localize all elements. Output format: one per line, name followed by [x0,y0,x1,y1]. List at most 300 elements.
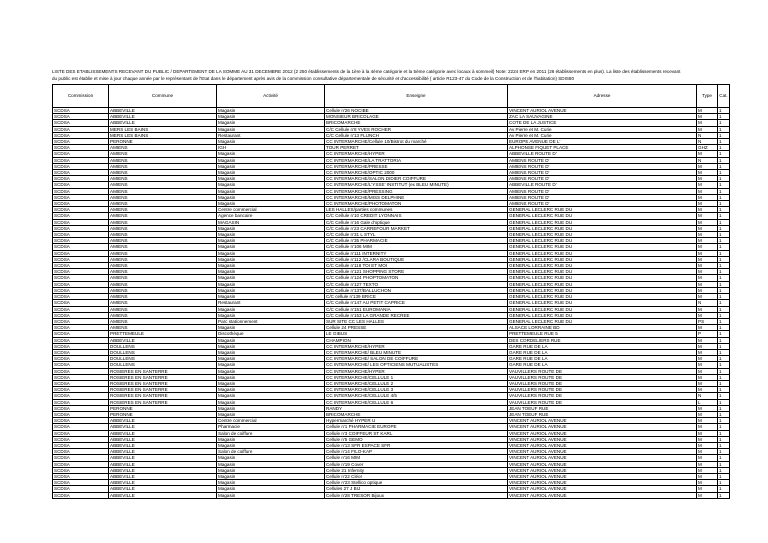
enseigne-cell: CC INTERMARCHE/ BLEU MINUTE [325,349,508,355]
commission-cell: SCDSA [53,201,109,207]
commune-cell: AMIENS [109,207,217,213]
type-cell: M [697,182,718,188]
type-cell: M [697,269,718,275]
activite-cell: Centre commercial [217,207,325,213]
adresse-cell: GENERAL LECLERC RUE DU [508,300,697,306]
type-cell: M [697,108,718,114]
cat-cell: 1 [718,269,730,275]
cat-cell: 1 [718,263,730,269]
commission-cell: SCDSA [53,182,109,188]
enseigne-cell: C/C Cellule n'35 PHARMACIE [325,238,508,244]
commune-cell: MERS LES BAINS [109,126,217,132]
enseigne-cell: C/C Cellule n'121 SHOPPING STORE [325,269,508,275]
commission-cell: SCDSA [53,461,109,467]
commission-cell: SCDSA [53,492,109,498]
type-cell: M [697,114,718,120]
adresse-cell: GENERAL LECLERC RUE DU [508,207,697,213]
enseigne-cell: RANDY [325,405,508,411]
enseigne-cell: TOUR PERRET [325,145,508,151]
adresse-cell: GENERAL LECLERC RUE DU [508,263,697,269]
adresse-cell: AMIENS ROUTE D' [508,201,697,207]
commission-cell: SCDSA [53,486,109,492]
commune-cell: ROSIERES EN SANTERRE [109,368,217,374]
cat-cell: 1 [718,312,730,318]
activite-cell: Magasin [217,157,325,163]
adresse-cell: VINCENT AURIOL AVENUE [508,473,697,479]
commission-cell: SCDSA [53,393,109,399]
adresse-cell: ABBEVILLE ROUTE D' [508,182,697,188]
commission-cell: SCDSA [53,337,109,343]
commune-cell: AMIENS [109,151,217,157]
enseigne-cell: BRICOMARCHE [325,120,508,126]
type-cell: M [697,287,718,293]
commission-cell: SCDSA [53,480,109,486]
commission-cell: SCDSA [53,275,109,281]
commune-cell: AMIENS [109,157,217,163]
type-cell: M [697,436,718,442]
type-cell: GHZ [697,145,718,151]
commune-cell: AMIENS [109,256,217,262]
commune-cell: ABBEVILLE [109,424,217,430]
type-cell: M [697,362,718,368]
commune-cell: ABBEVILLE [109,120,217,126]
enseigne-cell: Cellule n'23 Stellico optique [325,480,508,486]
activite-cell: Parc stationnement [217,318,325,324]
enseigne-cell: CC INTERMARCHE/HYPER [325,368,508,374]
commune-cell: AMIENS [109,294,217,300]
cat-cell: 1 [718,424,730,430]
commune-cell: ABBEVILLE [109,430,217,436]
type-cell: M [697,418,718,424]
enseigne-cell: C/C Cellule n'10 CREDIT LYONNAIS [325,213,508,219]
activite-cell: Centre commercial [217,418,325,424]
commission-cell: SCDSA [53,213,109,219]
adresse-cell: VINCENT AURIOL AVENUE [508,418,697,424]
adresse-cell: VAUVILLERS ROUTE DE [508,380,697,386]
commune-cell: DOULLENS [109,356,217,362]
activite-cell: Magasin [217,380,325,386]
enseigne-cell: C/C Cellule n'151 EUROMANIA [325,306,508,312]
type-cell: M [697,126,718,132]
commission-cell: SCDSA [53,120,109,126]
cat-cell: 1 [718,139,730,145]
enseigne-cell: C/C Cellule n'112 /CLARA BOUTIQUE [325,256,508,262]
commune-cell: ABBEVILLE [109,418,217,424]
activite-cell: Magasin [217,337,325,343]
commune-cell: AMIENS [109,201,217,207]
adresse-cell: COTE DE LA JUSTICE [508,120,697,126]
table-row [53,492,730,498]
commune-cell: DOULLENS [109,349,217,355]
commission-cell: SCDSA [53,244,109,250]
enseigne-cell: Cellules 27 J BIJ [325,486,508,492]
adresse-cell: GARE RUE DE LA [508,356,697,362]
cat-cell: 1 [718,151,730,157]
commune-cell: DOULLENS [109,343,217,349]
commission-cell: SCDSA [53,387,109,393]
cat-cell: 1 [718,219,730,225]
enseigne-cell: C/C Cellule n'31 L STYL [325,232,508,238]
activite-cell: Salon de coiffure [217,430,325,436]
cat-cell: 1 [718,430,730,436]
commune-cell: ABBEVILLE [109,108,217,114]
activite-cell: Magasin [217,250,325,256]
type-cell: M [697,188,718,194]
commission-cell: SCDSA [53,300,109,306]
activite-cell: Magasin [217,269,325,275]
enseigne-cell: CC INTERMARCHE/HYPER [325,343,508,349]
commune-cell: ABBEVILLE [109,337,217,343]
commune-cell: ABBEVILLE [109,449,217,455]
commission-cell: SCDSA [53,176,109,182]
adresse-cell: VINCENT AURIOL AVENUE [508,455,697,461]
cat-cell: 1 [718,182,730,188]
activite-cell: Magasin [217,163,325,169]
enseigne-cell: C/C cellule n'139 BRICE [325,294,508,300]
adresse-cell: GENERAL LECLERC RUE DU [508,219,697,225]
enseigne-cell: Cellule n'16 MIM [325,455,508,461]
enseigne-cell: Cellule 24 PRESSE [325,325,508,331]
enseigne-cell: CC INTERMARCHE/PRESSE [325,163,508,169]
activite-cell: Magasin [217,151,325,157]
type-cell: M [697,120,718,126]
commission-cell: SCDSA [53,356,109,362]
type-cell: M [697,219,718,225]
commune-cell: ROSIERES EN SANTERRE [109,387,217,393]
activite-cell: Magasin [217,473,325,479]
commune-cell: AMIENS [109,281,217,287]
activite-cell: Discothèque [217,331,325,337]
commission-cell: SCDSA [53,269,109,275]
type-cell: M [697,492,718,498]
commission-cell: SCDSA [53,256,109,262]
commune-cell: AMIENS [109,176,217,182]
commission-cell: SCDSA [53,436,109,442]
adresse-cell: ABBEVILLE ROUTE D' [508,151,697,157]
enseigne-cell: CC INTERMARCHE/CELLULE 4/5 [325,393,508,399]
type-cell: M [697,213,718,219]
activite-cell: Magasin [217,306,325,312]
type-cell: M [697,263,718,269]
enseigne-cell: Cellule n'19 Cover [325,461,508,467]
adresse-cell: ZAC LA SAUVAGINE [508,114,697,120]
activite-cell: Magasin [217,182,325,188]
enseigne-cell: CC INTERMARCHE/CELLULE 3 [325,387,508,393]
commission-cell: SCDSA [53,225,109,231]
cat-cell: 1 [718,114,730,120]
cat-cell: 1 [718,343,730,349]
cat-cell: 1 [718,380,730,386]
activite-cell: Restaurant [217,132,325,138]
adresse-cell: VINCENT AURIOL AVENUE [508,436,697,442]
cat-cell: 1 [718,318,730,324]
commission-cell: SCDSA [53,325,109,331]
commission-cell: SCDSA [53,405,109,411]
commission-cell: SCDSA [53,430,109,436]
adresse-cell: ALSACE LORRAINE BD [508,325,697,331]
type-cell: M [697,455,718,461]
commission-cell: SCDSA [53,473,109,479]
adresse-cell: GARE RUE DE LA [508,343,697,349]
adresse-cell: GENERAL LECLERC RUE DU [508,269,697,275]
commission-cell: SCDSA [53,287,109,293]
activite-cell: Magasin [217,399,325,405]
commune-cell: AMIENS [109,170,217,176]
adresse-cell: Av Pierre et M. Curie [508,126,697,132]
activite-cell: Magasin [217,176,325,182]
commune-cell: PERONNE [109,411,217,417]
type-cell: M [697,380,718,386]
activite-cell: Restaurant [217,300,325,306]
cat-cell: 1 [718,157,730,163]
commission-cell: SCDSA [53,467,109,473]
cat-cell: 1 [718,449,730,455]
erp-table [52,84,730,499]
enseigne-cell: CC INTERMARCHE/L'YSSE' INSTITUT (ex BLEU MINUTE) [325,182,508,188]
commune-cell: AMIENS [109,287,217,293]
adresse-cell: DES CORDELIERS RUE [508,337,697,343]
enseigne-cell: SUR SITE CC LES HALLES [325,318,508,324]
enseigne-cell: C/C Cellule n'8 YVES ROCHER [325,126,508,132]
adresse-cell: VINCENT AURIOL AVENUE [508,449,697,455]
adresse-cell: VINCENT AURIOL AVENUE [508,480,697,486]
activite-cell: Magasin [217,281,325,287]
commune-cell: ABBEVILLE [109,114,217,120]
document-header [52,68,767,82]
commission-cell: SCDSA [53,188,109,194]
type-cell: M [697,480,718,486]
type-cell: M [697,343,718,349]
column-header-type: Type [697,85,718,108]
enseigne-cell: Cellule n'3 COIFFEUR ST KARL [325,430,508,436]
table-body [53,108,730,499]
type-cell: M [697,281,718,287]
commune-cell: AMIENS [109,306,217,312]
enseigne-cell: Cellule n'28 TRESOR Bijoux [325,492,508,498]
activite-cell: Magasin [217,275,325,281]
cat-cell: 1 [718,232,730,238]
type-cell: M [697,244,718,250]
enseigne-cell: LE GIBUS [325,331,508,337]
commission-cell: SCDSA [53,139,109,145]
activite-cell: Magasin [217,467,325,473]
activite-cell: Magasin [217,238,325,244]
column-header-commune: Commune [109,85,217,108]
commune-cell: ROSIERES EN SANTERRE [109,399,217,405]
commune-cell: AMIENS [109,219,217,225]
enseigne-cell: C/C Cellule n'147 AU PETIT CAPRICE [325,300,508,306]
type-cell: M [697,194,718,200]
type-cell: M [697,232,718,238]
adresse-cell: GARE RUE DE LA [508,349,697,355]
commune-cell: AMIENS [109,194,217,200]
enseigne-cell: CC INTERMARCHE/Cellule 10/Bistrot du marché [325,139,508,145]
commission-cell: SCDSA [53,151,109,157]
enseigne-cell: C/C Cellule n'111 INTERNITY [325,250,508,256]
adresse-cell: ALPHONSE FIQUET PLACE [508,145,697,151]
type-cell: M [697,337,718,343]
enseigne-cell: C/C Cellule n'13 FLUNCH [325,132,508,138]
activite-cell: Magasin [217,356,325,362]
column-header-adresse: Adresse [508,85,697,108]
adresse-cell: GENERAL LECLERC RUE DU [508,225,697,231]
activite-cell: Salon de coiffure [217,449,325,455]
cat-cell: 1 [718,337,730,343]
type-cell: N [697,157,718,163]
adresse-cell: JEAN TOEUF RUE [508,405,697,411]
commune-cell: ABBEVILLE [109,473,217,479]
cat-cell: 1 [718,244,730,250]
cat-cell: 1 [718,188,730,194]
enseigne-cell: Cellule n'1 PHARMACIE EUROPE [325,424,508,430]
cat-cell: 1 [718,455,730,461]
adresse-cell: JEAN TOEUF RUE [508,411,697,417]
enseigne-cell: BRICOMARCHE [325,411,508,417]
enseigne-cell: Cellule n'14 FILO-KAP [325,449,508,455]
type-cell: M [697,201,718,207]
commission-cell: SCDSA [53,170,109,176]
column-header-cat: Cat. [718,85,730,108]
cat-cell: 1 [718,176,730,182]
cat-cell: 1 [718,120,730,126]
commission-cell: SCDSA [53,108,109,114]
cat-cell: 1 [718,418,730,424]
commune-cell: ABBEVILLE [109,442,217,448]
commission-cell: SCDSA [53,424,109,430]
activite-cell: Magasin [217,120,325,126]
cat-cell: 1 [718,374,730,380]
commission-cell: SCDSA [53,331,109,337]
cat-cell: 1 [718,207,730,213]
activite-cell: Magasin [217,492,325,498]
commune-cell: AMIENS [109,263,217,269]
activite-cell: Magasin [217,312,325,318]
commune-cell: PRETTEMEULE [109,331,217,337]
enseigne-cell: C/C Cellule n'118 TOI ET MOI [325,263,508,269]
type-cell: M [697,349,718,355]
activite-cell: Magasin [217,139,325,145]
commission-cell: SCDSA [53,238,109,244]
type-cell: M [697,151,718,157]
type-cell: L [697,399,718,405]
cat-cell: 1 [718,473,730,479]
activite-cell: Pharmacie [217,424,325,430]
adresse-cell: VAUVILLERS ROUTE DE [508,374,697,380]
activite-cell: Magasin [217,194,325,200]
cat-cell: 1 [718,300,730,306]
commune-cell: AMIENS [109,312,217,318]
enseigne-cell: CC INTERMARCHE/SALON DIDIER COIFFURE [325,176,508,182]
adresse-cell: GENERAL LECLERC RUE DU [508,294,697,300]
cat-cell: 1 [718,126,730,132]
enseigne-cell: CC INTERMARCHE/LA TRATTORIA [325,157,508,163]
commission-cell: SCDSA [53,368,109,374]
type-cell: M [697,486,718,492]
commune-cell: AMIENS [109,318,217,324]
type-cell: M [697,306,718,312]
activite-cell: Magasin [217,442,325,448]
type-cell: M [697,424,718,430]
activite-cell: Magasin [217,294,325,300]
enseigne-cell: C/C Cellule n'137/BALLUCHON [325,287,508,293]
type-cell: M [697,405,718,411]
cat-cell: 1 [718,436,730,442]
commune-cell: AMIENS [109,213,217,219]
type-cell: M [697,473,718,479]
commission-cell: SCDSA [53,294,109,300]
commune-cell: AMIENS [109,145,217,151]
activite-cell: Magasin [217,393,325,399]
header-line-1: LISTE DES ETABLISSEMENTS RECEVANT DU PUBLIC / DEPARTEMENT DE LA SOMME AU 31 DECEMBRE 2012 (2 250 établissements de la 1ère à la 4ème catégorie et la 5ème catégorie avec locaux à sommeil) Note: 2224 ERP en 2011 (26 établissements en plus). La liste des établissements recevant [52,69,681,74]
commune-cell: ROSIERES EN SANTERRE [109,374,217,380]
type-cell: M [697,387,718,393]
type-cell: M [697,411,718,417]
activite-cell: Magasin [217,411,325,417]
type-cell: M [697,256,718,262]
commission-cell: SCDSA [53,374,109,380]
adresse-cell: VINCENT AURIOL AVENUE [508,467,697,473]
commune-cell: PERONNE [109,405,217,411]
commission-cell: SCDSA [53,455,109,461]
commune-cell: AMIENS [109,300,217,306]
activite-cell: Magasin [217,486,325,492]
enseigne-cell: CC INTERMARCHE/CELLULE 2 [325,380,508,386]
activite-cell: Magasin [217,374,325,380]
type-cell: M [697,207,718,213]
commission-cell: SCDSA [53,157,109,163]
adresse-cell: VAUVILLERS ROUTE DE [508,368,697,374]
cat-cell: 1 [718,480,730,486]
cat-cell: 1 [718,163,730,169]
enseigne-cell: C/C Cellule n'124 PHOPTOMATON [325,275,508,281]
type-cell: M [697,449,718,455]
commune-cell: AMIENS [109,275,217,281]
type-cell: N [697,300,718,306]
adresse-cell: Av Pierre et M. Curie [508,132,697,138]
table-header-row [53,85,730,108]
type-cell: M [697,275,718,281]
activite-cell: Magasin [217,225,325,231]
adresse-cell: EUROPE AVENUE DE L' [508,139,697,145]
adresse-cell: GENERAL LECLERC RUE DU [508,287,697,293]
cat-cell: 1 [718,170,730,176]
activite-cell: Magasin [217,114,325,120]
cat-cell: 1 [718,492,730,498]
activite-cell: Magasin [217,405,325,411]
commission-cell: SCDSA [53,442,109,448]
cat-cell: 1 [718,287,730,293]
commune-cell: ABBEVILLE [109,467,217,473]
enseigne-cell: Hypermarché HYPER U [325,418,508,424]
enseigne-cell: C/C Cellule n'153 LA GRANDE RECREE [325,312,508,318]
cat-cell: 1 [718,356,730,362]
enseigne-cell: C/C Cellule n'23 CARREFOUR MARKET [325,225,508,231]
adresse-cell: AMIENS ROUTE D' [508,188,697,194]
commune-cell: AMIENS [109,225,217,231]
activite-cell: Magasin [217,455,325,461]
activite-cell: Magasin [217,188,325,194]
enseigne-cell: CHAMPION [325,337,508,343]
cat-cell: 1 [718,393,730,399]
type-cell: N [697,139,718,145]
commission-cell: SCDSA [53,114,109,120]
type-cell: M [697,374,718,380]
activite-cell: Agence bancaire [217,213,325,219]
commission-cell: SCDSA [53,219,109,225]
commission-cell: SCDSA [53,306,109,312]
enseigne-cell: CC INTERMARCHE/PRESSING [325,188,508,194]
cat-cell: 1 [718,194,730,200]
